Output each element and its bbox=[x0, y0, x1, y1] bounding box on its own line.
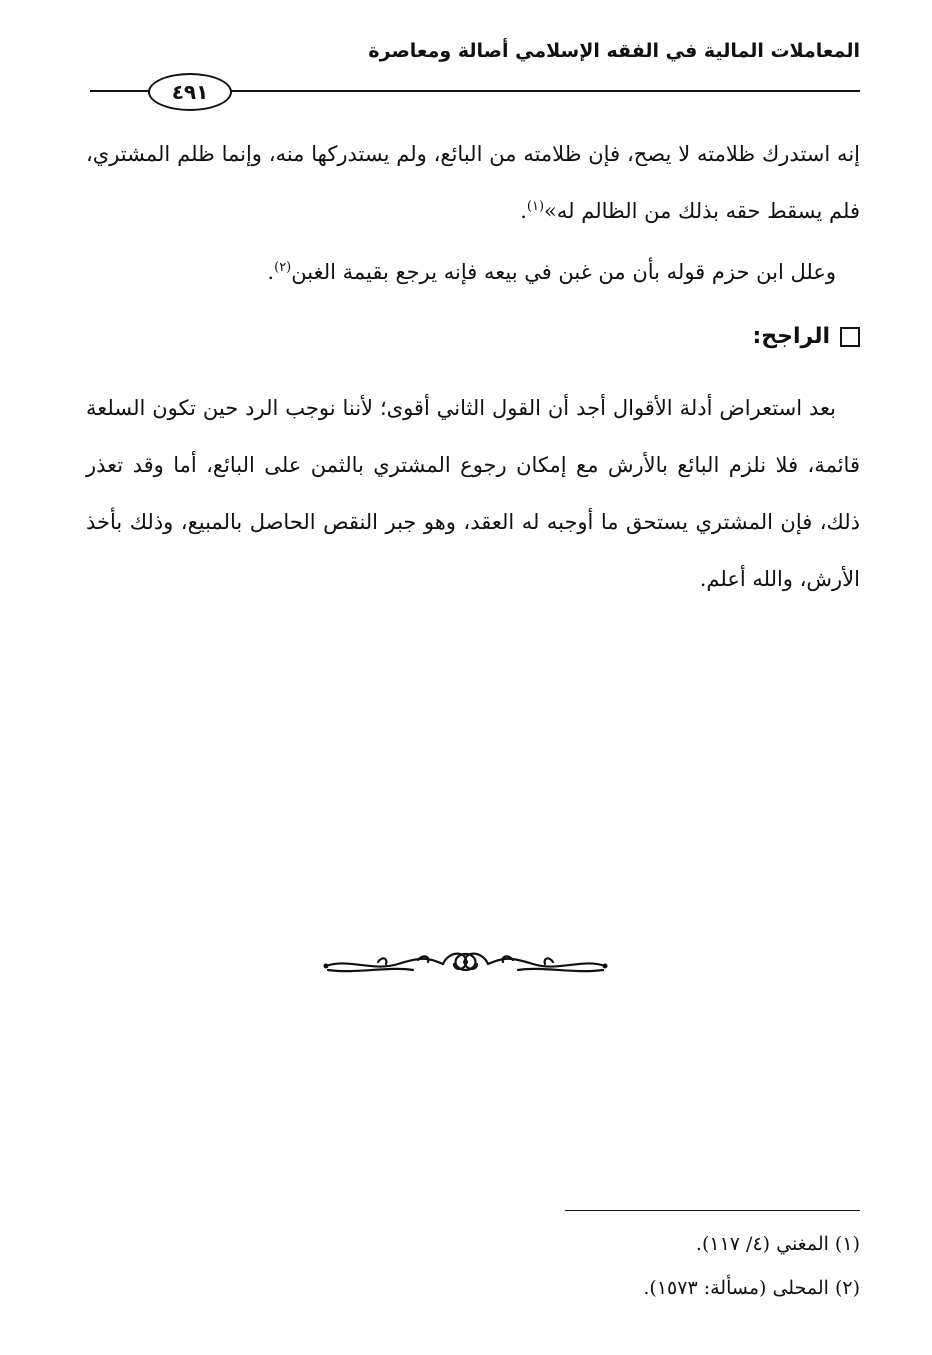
section-heading-text: الراجح: bbox=[752, 324, 830, 349]
paragraph-1-end: . bbox=[520, 199, 527, 223]
footnote-2: (٢) المحلى (مسألة: ١٥٧٣). bbox=[643, 1277, 860, 1299]
square-bullet-icon bbox=[840, 327, 860, 347]
footnote-1: (١) المغني (٤/ ١١٧). bbox=[695, 1233, 860, 1255]
page-number: ٤٩١ bbox=[148, 73, 232, 111]
footnote-ref-2: (٢) bbox=[274, 260, 292, 275]
section-heading bbox=[752, 324, 860, 349]
paragraph-2-end: . bbox=[267, 260, 275, 284]
footnotes bbox=[643, 1222, 860, 1310]
paragraph-2-text: وعلل ابن حزم قوله بأن من غبن في بيعه فإنه يرجع بقيمة الغبن bbox=[291, 260, 836, 284]
footnote-ref-1: (١) bbox=[526, 199, 545, 214]
paragraph-1-text: إنه استدرك ظلامته لا يصح، فإن ظلامته من البائع، ولم يستدركها منه، وإنما ظلم المشتري، فلم يسقط حقه بذلك من الظالم له» bbox=[86, 142, 860, 223]
running-header-title: المعاملات المالية في الفقه الإسلامي أصالة ومعاصرة bbox=[368, 40, 860, 62]
paragraph-1 bbox=[86, 126, 860, 240]
paragraph-3-text: بعد استعراض أدلة الأقوال أجد أن القول الثاني أقوى؛ لأننا نوجب الرد حين تكون السلعة قائمة، فلا نلزم البائع بالأرش مع إمكان رجوع المشتري بالثمن على البائع، أما وقد تعذر ذلك، فإن المشتري يستحق ما أوجبه له العقد، وهو جبر النقص الحاصل بالمبيع، وذلك بأخذ الأرش، والله أعلم. bbox=[86, 396, 860, 591]
paragraph-3 bbox=[86, 380, 860, 608]
decorative-ornament-icon bbox=[318, 944, 613, 980]
paragraph-2 bbox=[86, 244, 860, 301]
footnote-rule bbox=[565, 1210, 860, 1211]
